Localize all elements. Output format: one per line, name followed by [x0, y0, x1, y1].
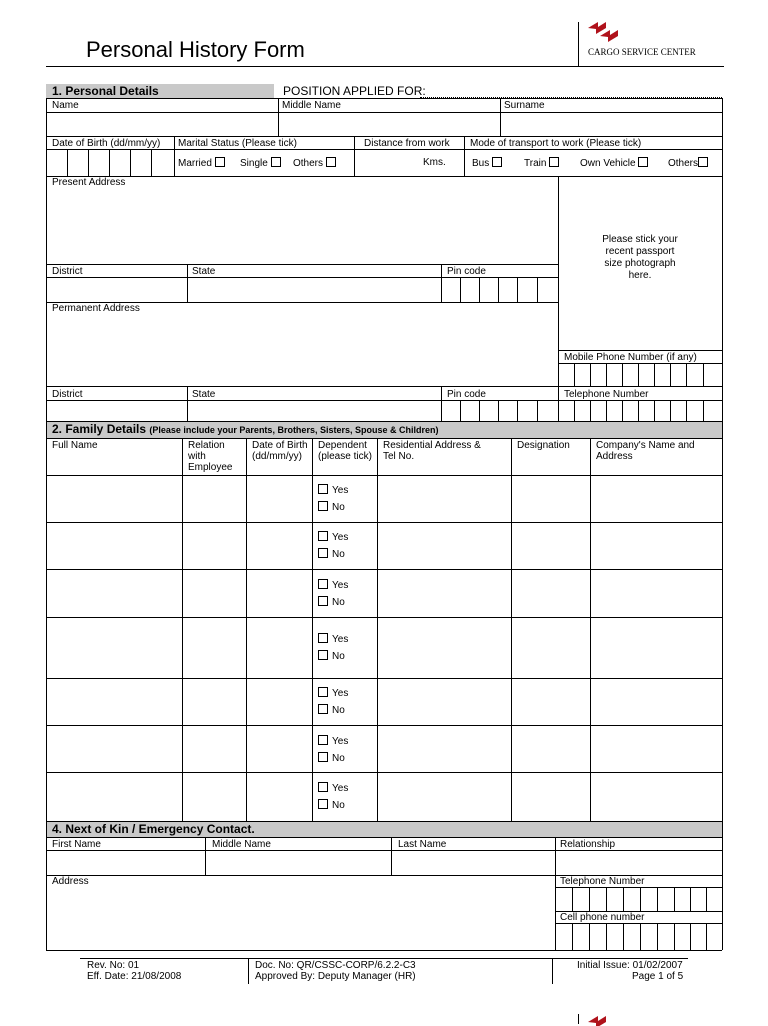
- dependent-no[interactable]: No: [318, 799, 348, 816]
- single-option[interactable]: Single: [240, 157, 281, 169]
- rule: [46, 386, 722, 387]
- rule: [722, 421, 723, 821]
- dependent-choice: [318, 579, 348, 613]
- district-label: District: [52, 266, 83, 277]
- section2-title: [52, 423, 438, 437]
- dependent-no[interactable]: No: [318, 501, 348, 518]
- col-full-name: Full Name: [52, 440, 98, 451]
- dob-field[interactable]: [47, 150, 173, 176]
- footer-eff-date: Eff. Date: 21/08/2008: [87, 971, 182, 982]
- footer-rev: Rev. No: 01: [87, 960, 140, 971]
- dependent-yes[interactable]: Yes: [318, 579, 348, 596]
- permanent-address-field[interactable]: [47, 316, 557, 386]
- family-row[interactable]: [47, 618, 181, 678]
- yes-checkbox[interactable]: [318, 579, 328, 589]
- no-checkbox[interactable]: [318, 548, 328, 558]
- section4-title: 4. Next of Kin / Emergency Contact.: [52, 822, 255, 836]
- marital-status-label: Marital Status (Please tick): [178, 138, 297, 149]
- train-checkbox[interactable]: [549, 157, 559, 167]
- dependent-yes[interactable]: Yes: [318, 484, 348, 501]
- footer-initial-issue: Initial Issue: 01/02/2007: [577, 960, 683, 971]
- kin-relationship-field[interactable]: [556, 851, 721, 875]
- surname-label: Surname: [504, 100, 545, 111]
- yes-checkbox[interactable]: [318, 735, 328, 745]
- yes-checkbox[interactable]: [318, 687, 328, 697]
- mobile-label: Mobile Phone Number (if any): [564, 352, 697, 363]
- kin-cell-field[interactable]: [556, 924, 721, 949]
- footer-divider: [552, 958, 553, 984]
- col-relation: Relation with Employee: [188, 440, 233, 473]
- rule: [46, 264, 558, 265]
- photo-placeholder[interactable]: [600, 234, 680, 282]
- rule: [46, 438, 722, 439]
- kin-first-name-field[interactable]: [47, 851, 204, 875]
- frame-right: [722, 98, 723, 421]
- family-row[interactable]: [47, 726, 181, 772]
- family-row[interactable]: [47, 570, 181, 617]
- kin-telephone-label: Telephone Number: [560, 876, 645, 887]
- rule: [182, 438, 183, 821]
- rule: [46, 837, 722, 838]
- rule: [377, 438, 378, 821]
- kin-relationship-label: Relationship: [560, 839, 616, 850]
- kin-middle-name-label: Middle Name: [212, 839, 271, 850]
- permanent-pin-field[interactable]: [442, 401, 557, 421]
- rule: [246, 438, 247, 821]
- rule: [46, 136, 722, 137]
- family-row[interactable]: [47, 679, 181, 725]
- dependent-no[interactable]: No: [318, 650, 348, 667]
- telephone-field[interactable]: [559, 401, 721, 421]
- surname-field[interactable]: [501, 113, 721, 136]
- bus-option[interactable]: Bus: [472, 157, 502, 169]
- rule: [722, 821, 723, 950]
- yes-checkbox[interactable]: [318, 531, 328, 541]
- no-checkbox[interactable]: [318, 704, 328, 714]
- col-dob: Date of Birth (dd/mm/yy): [252, 440, 308, 462]
- middle-name-label: Middle Name: [282, 100, 341, 111]
- dependent-choice: [318, 633, 348, 667]
- dependent-choice: [318, 735, 348, 769]
- rule: [511, 438, 512, 821]
- dob-label: Date of Birth (dd/mm/yy): [52, 138, 161, 149]
- dependent-yes[interactable]: Yes: [318, 782, 348, 799]
- dependent-choice: [318, 687, 348, 721]
- no-checkbox[interactable]: [318, 501, 328, 511]
- family-row[interactable]: [47, 476, 181, 522]
- others-transport-checkbox[interactable]: [698, 157, 708, 167]
- kin-telephone-field[interactable]: [556, 888, 721, 911]
- rule: [312, 438, 313, 821]
- dependent-yes[interactable]: Yes: [318, 735, 348, 752]
- photo-instructions: Please stick your recent passport size photograph here.: [602, 234, 678, 281]
- permanent-state-field[interactable]: [188, 401, 440, 421]
- rule: [464, 136, 465, 176]
- col-company: Company's Name and Address: [596, 440, 695, 462]
- state-label: State: [192, 266, 216, 277]
- telephone-label: Telephone Number: [564, 389, 649, 400]
- present-district-field[interactable]: [47, 278, 186, 302]
- middle-name-field[interactable]: [279, 113, 499, 136]
- kms-label: Kms.: [423, 157, 446, 168]
- family-row[interactable]: [47, 773, 181, 820]
- pin-code-label: Pin code: [447, 266, 486, 277]
- rule: [174, 136, 175, 176]
- company-logo: [586, 22, 706, 62]
- logo-mark-icon: [586, 22, 626, 44]
- next-page-logo-divider: [578, 1014, 579, 1024]
- permanent-pin-label: Pin code: [447, 389, 486, 400]
- name-label: Name: [52, 100, 79, 111]
- rule: [46, 98, 722, 99]
- col-dependent: Dependent (please tick): [318, 440, 372, 462]
- distance-label: Distance from work: [364, 138, 450, 149]
- col-designation: Designation: [517, 440, 570, 451]
- others-transport-option[interactable]: Others: [668, 157, 708, 169]
- footer-doc-no: Doc. No: QR/CSSC-CORP/6.2.2-C3: [255, 960, 416, 971]
- dependent-no[interactable]: No: [318, 752, 348, 769]
- logo-text: CARGO SERVICE CENTER: [588, 47, 696, 57]
- yes-checkbox[interactable]: [318, 633, 328, 643]
- dependent-no[interactable]: No: [318, 596, 348, 613]
- dependent-yes[interactable]: Yes: [318, 687, 348, 704]
- kin-address-field[interactable]: [47, 888, 554, 949]
- yes-checkbox[interactable]: [318, 484, 328, 494]
- no-checkbox[interactable]: [318, 650, 328, 660]
- own-vehicle-checkbox[interactable]: [638, 157, 648, 167]
- section2-title-text: 2. Family Details: [52, 422, 147, 436]
- section1-title: 1. Personal Details: [52, 84, 159, 98]
- dependent-no[interactable]: No: [318, 548, 348, 565]
- footer-rule: [80, 958, 688, 959]
- rule: [46, 821, 722, 822]
- single-checkbox[interactable]: [271, 157, 281, 167]
- next-page-logo-icon: [586, 1016, 626, 1026]
- present-address-label: Present Address: [52, 177, 126, 188]
- position-applied-label: POSITION APPLIED FOR:: [283, 84, 426, 98]
- permanent-state-label: State: [192, 389, 216, 400]
- dependent-choice: [318, 531, 348, 565]
- no-checkbox[interactable]: [318, 799, 328, 809]
- footer-approved: Approved By: Deputy Manager (HR): [255, 971, 416, 982]
- kin-last-name-field[interactable]: [392, 851, 554, 875]
- kin-cell-label: Cell phone number: [560, 912, 645, 923]
- dependent-no[interactable]: No: [318, 704, 348, 721]
- present-address-field[interactable]: [47, 190, 557, 264]
- no-checkbox[interactable]: [318, 752, 328, 762]
- logo-divider: [578, 22, 579, 66]
- distance-field[interactable]: [355, 150, 415, 176]
- no-checkbox[interactable]: [318, 596, 328, 606]
- train-option[interactable]: Train: [524, 157, 559, 169]
- kin-last-name-label: Last Name: [398, 839, 447, 850]
- header-rule: [46, 66, 724, 67]
- others-marital-option[interactable]: Others: [293, 157, 336, 169]
- present-state-field[interactable]: [188, 278, 440, 302]
- own-vehicle-option[interactable]: Own Vehicle: [580, 157, 648, 169]
- transport-label: Mode of transport to work (Please tick): [470, 138, 642, 149]
- married-option[interactable]: Married: [178, 157, 225, 169]
- rule: [46, 176, 722, 177]
- kin-middle-name-field[interactable]: [206, 851, 390, 875]
- permanent-district-label: District: [52, 389, 83, 400]
- permanent-district-field[interactable]: [47, 401, 186, 421]
- present-pin-field[interactable]: [442, 278, 557, 302]
- form-title: Personal History Form: [86, 37, 305, 62]
- kin-address-label: Address: [52, 876, 89, 887]
- married-checkbox[interactable]: [215, 157, 225, 167]
- yes-checkbox[interactable]: [318, 782, 328, 792]
- rule: [590, 438, 591, 821]
- mobile-field[interactable]: [559, 364, 721, 386]
- dependent-yes[interactable]: Yes: [318, 633, 348, 650]
- dependent-choice: [318, 782, 348, 816]
- footer-divider: [248, 958, 249, 984]
- name-field[interactable]: [47, 113, 277, 136]
- others-marital-checkbox[interactable]: [326, 157, 336, 167]
- family-row[interactable]: [47, 523, 181, 569]
- rule: [46, 421, 722, 422]
- rule: [558, 350, 722, 351]
- bus-checkbox[interactable]: [492, 157, 502, 167]
- permanent-address-label: Permanent Address: [52, 303, 140, 314]
- dependent-choice: [318, 484, 348, 518]
- dependent-yes[interactable]: Yes: [318, 531, 348, 548]
- kin-first-name-label: First Name: [52, 839, 101, 850]
- col-address: Residential Address & Tel No.: [383, 440, 481, 462]
- rule: [46, 950, 722, 951]
- footer-page: Page 1 of 5: [632, 971, 684, 982]
- section2-subtitle: (Please include your Parents, Brothers, Sisters, Spouse & Children): [149, 425, 439, 435]
